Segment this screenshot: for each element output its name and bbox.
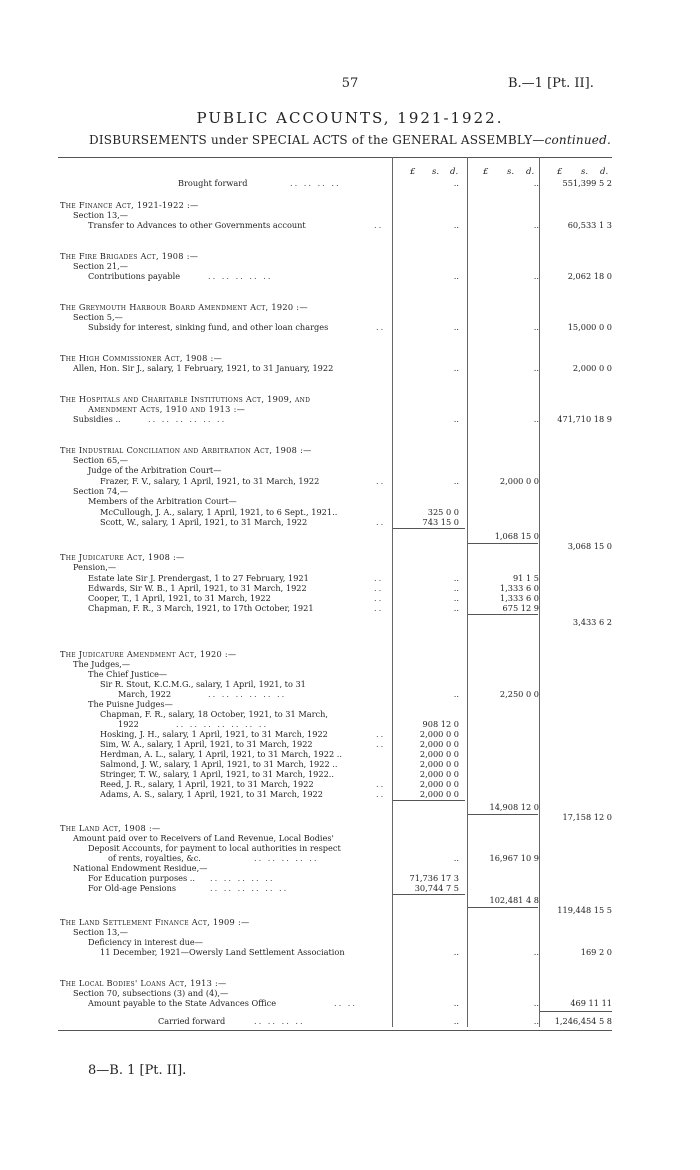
row-label: 11 December, 1921—Owersly Land Settlement Association: [100, 947, 345, 957]
total-col3: 3,068 15 0: [567, 541, 612, 551]
leader-dots: .. .. .. .. ..: [208, 271, 273, 281]
row-label: The Judges,—: [73, 659, 131, 669]
row-label: Chapman, F. R., 3 March, 1921, to 17th October, 1921: [88, 603, 314, 613]
table-row: [0, 997, 700, 1009]
leader-dots: ..: [376, 739, 386, 749]
row-label: Chapman, F. R., salary, 18 October, 1921, to 31 March,: [100, 709, 328, 719]
row-label: Section 74,—: [73, 486, 128, 496]
leader-dots: ..: [376, 779, 386, 789]
leader-dots: .. .. .. .. .. ..: [210, 883, 289, 893]
signature-mark: 8—B. 1 [Pt. II].: [88, 1063, 187, 1078]
amount-col1: ..: [453, 853, 459, 863]
amount-col2: ..: [533, 178, 539, 188]
row-label: Allen, Hon. Sir J., salary, 1 February, 1921, to 31 January, 1922: [73, 363, 334, 373]
amount-col3: 2,000 0 0: [572, 363, 612, 373]
table-top-rule: [58, 157, 612, 158]
table-row: [0, 1015, 700, 1027]
row-label: For Education purposes ..: [88, 873, 196, 883]
row-label: Sim, W. A., salary, 1 April, 1921, to 31 March, 1922: [100, 739, 313, 749]
page-subtitle: [0, 133, 700, 147]
leader-dots: ..: [374, 573, 384, 583]
leader-dots: .. .. .. .. ..: [210, 873, 275, 883]
col1-pound-head: £: [410, 167, 416, 177]
table-row: [0, 946, 700, 958]
amount-col3: 169 2 0: [580, 947, 612, 957]
amount-col1: ..: [453, 363, 459, 373]
amount-col2: 91 1 5: [512, 573, 539, 583]
amount-col1: ..: [453, 603, 459, 613]
row-label: The Chief Justice—: [88, 669, 168, 679]
row-label: Estate late Sir J. Prendergast, 1 to 27 February, 1921: [88, 573, 309, 583]
table-row: [0, 177, 700, 189]
row-label: Stringer, T. W., salary, 1 April, 1921, to 31 March, 1922..: [100, 769, 334, 779]
row-label: Section 5,—: [73, 312, 123, 322]
row-label: Section 13,—: [73, 210, 128, 220]
row-label: The Puisne Judges—: [88, 699, 173, 709]
amount-col1: ..: [453, 593, 459, 603]
amount-col2: ..: [533, 271, 539, 281]
amount-col1: ..: [453, 583, 459, 593]
act-heading: The Judicature Act, 1908 :—: [60, 552, 185, 562]
amount-col2: 675 12 9: [502, 603, 539, 613]
page-title: PUBLIC ACCOUNTS, 1921-1922.: [196, 109, 504, 127]
amount-col1: ..: [453, 322, 459, 332]
total-col3: 17,158 12 0: [562, 812, 612, 822]
amount-col1: ..: [453, 220, 459, 230]
amount-col1: ..: [453, 689, 459, 699]
table-row: [0, 882, 700, 894]
leader-dots: .. ..: [334, 998, 358, 1008]
amount-col1: ..: [453, 573, 459, 583]
row-label: McCullough, J. A., salary, 1 April, 1921, to 6 Sept., 1921..: [100, 507, 338, 517]
amount-col1: ..: [453, 178, 459, 188]
leader-dots: .. .. .. ..: [290, 178, 341, 188]
subtitle-continued: continued.: [544, 133, 611, 147]
leader-dots: ..: [376, 517, 386, 527]
leader-dots: .. .. .. .. .. ..: [148, 414, 227, 424]
amount-col2: ..: [533, 947, 539, 957]
col3-pound-head: £: [557, 167, 563, 177]
act-heading: The Finance Act, 1921-1922 :—: [60, 200, 199, 210]
amount-col1: ..: [453, 476, 459, 486]
row-label: National Endowment Residue,—: [73, 863, 208, 873]
row-label: Pension,—: [73, 562, 117, 572]
amount-col1: 2,000 0 0: [419, 769, 459, 779]
leader-dots: ..: [374, 220, 384, 230]
amount-col1: 71,736 17 3: [409, 873, 459, 883]
total-col3: 3,433 6 2: [572, 617, 612, 627]
amount-col1: 2,000 0 0: [419, 759, 459, 769]
leader-dots: .. .. .. ..: [254, 1016, 305, 1026]
amount-col2: 2,250 0 0: [499, 689, 539, 699]
amount-col2: 2,000 0 0: [499, 476, 539, 486]
col3-pence-head: d.: [600, 167, 609, 177]
amount-col2: 1,333 6 0: [499, 583, 539, 593]
amount-col1: 325 0 0: [427, 507, 459, 517]
row-label: Hosking, J. H., salary, 1 April, 1921, to 31 March, 1922: [100, 729, 328, 739]
row-label: Amount payable to the State Advances Office: [88, 998, 277, 1008]
amount-col1: ..: [453, 1016, 459, 1026]
table-row: [0, 413, 700, 425]
amount-col3: 551,399 5 2: [562, 178, 612, 188]
table-row: [0, 788, 700, 800]
table-row: [0, 602, 700, 614]
table-row: [0, 616, 700, 628]
amount-col2: ..: [533, 414, 539, 424]
row-label: Section 65,—: [73, 455, 128, 465]
act-heading: The Hospitals and Charitable Institutions Act, 1909, and: [60, 394, 311, 404]
amount-col1: 908 12 0: [422, 719, 459, 729]
col2-pound-head: £: [483, 167, 489, 177]
amount-col2: ..: [533, 363, 539, 373]
row-label: Deficiency in interest due—: [88, 937, 203, 947]
act-heading: The Greymouth Harbour Board Amendment Act, 1920 :—: [60, 302, 308, 312]
amount-col1: 30,744 7 5: [414, 883, 459, 893]
table-row: [0, 516, 700, 528]
amount-col3: 1,246,454 5 8: [554, 1016, 612, 1026]
row-label: Transfer to Advances to other Governments account: [88, 220, 306, 230]
row-label: Edwards, Sir W. B., 1 April, 1921, to 31 March, 1922: [88, 583, 307, 593]
row-label: Carried forward: [158, 1016, 226, 1026]
leader-dots: ..: [374, 603, 384, 613]
row-label: Sir R. Stout, K.C.M.G., salary, 1 April, 1921, to 31: [100, 679, 306, 689]
amount-col2: ..: [533, 1016, 539, 1026]
page-number: 57: [341, 76, 359, 91]
table-row: [0, 219, 700, 231]
document-reference: B.—1 [Pt. II].: [508, 76, 594, 91]
row-label: 1922: [118, 719, 139, 729]
row-label: Subsidies ..: [73, 414, 121, 424]
act-heading: The Land Act, 1908 :—: [60, 823, 161, 833]
subtotal-col2: 14,908 12 0: [489, 802, 539, 812]
col3-shilling-head: s.: [581, 167, 589, 177]
amount-col3: 15,000 0 0: [567, 322, 612, 332]
act-heading: The Judicature Amendment Act, 1920 :—: [60, 649, 237, 659]
amount-col1: 2,000 0 0: [419, 749, 459, 759]
amount-col1: 2,000 0 0: [419, 729, 459, 739]
carry-rule: [540, 1011, 612, 1012]
table-bottom-rule: [58, 1030, 612, 1031]
row-label: Subsidy for interest, sinking fund, and other loan charges: [88, 322, 329, 332]
act-heading: The High Commissioner Act, 1908 :—: [60, 353, 223, 363]
row-label: Section 21,—: [73, 261, 128, 271]
row-label: Section 70, subsections (3) and (4),—: [73, 988, 229, 998]
row-label: Frazer, F. V., salary, 1 April, 1921, to 31 March, 1922: [100, 476, 320, 486]
amount-col1: 2,000 0 0: [419, 739, 459, 749]
leader-dots: ..: [376, 789, 386, 799]
amount-col1: ..: [453, 414, 459, 424]
subtotal-rule: [468, 614, 538, 615]
row-label: Section 13,—: [73, 927, 128, 937]
leader-dots: ..: [376, 729, 386, 739]
amount-col1: ..: [453, 947, 459, 957]
row-label: Amount paid over to Receivers of Land Revenue, Local Bodies': [73, 833, 334, 843]
amount-col1: 743 15 0: [422, 517, 459, 527]
row-label: Cooper, T., 1 April, 1921, to 31 March, 1922: [88, 593, 271, 603]
amount-col3: 2,062 18 0: [567, 271, 612, 281]
row-label: Brought forward: [178, 178, 248, 188]
row-label: Contributions payable: [88, 271, 181, 281]
table-row: [0, 321, 700, 333]
act-heading: The Local Bodies' Loans Act, 1913 :—: [60, 978, 227, 988]
amount-col3: 471,710 18 9: [557, 414, 612, 424]
act-heading-cont: Amendment Acts, 1910 and 1913 :—: [88, 404, 246, 414]
act-heading: The Fire Brigades Act, 1908 :—: [60, 251, 199, 261]
row-label: Scott, W., salary, 1 April, 1921, to 31 March, 1922: [100, 517, 308, 527]
leader-dots: .. .. .. .. .. ..: [208, 689, 287, 699]
row-label: Judge of the Arbitration Court—: [88, 465, 222, 475]
leader-dots: ..: [374, 583, 384, 593]
row-label: of rents, royalties, &c.: [108, 853, 201, 863]
col2-shilling-head: s.: [507, 167, 515, 177]
leader-dots: .. .. .. .. ..: [254, 853, 319, 863]
row-label: March, 1922: [118, 689, 172, 699]
leader-dots: ..: [376, 322, 386, 332]
col2-pence-head: d.: [526, 167, 535, 177]
amount-col2: 1,333 6 0: [499, 593, 539, 603]
row-label: Deposit Accounts, for payment to local authorities in respect: [88, 843, 341, 853]
amount-col1: 2,000 0 0: [419, 789, 459, 799]
act-heading: The Land Settlement Finance Act, 1909 :—: [60, 917, 250, 927]
subtitle-main: DISBURSEMENTS under SPECIAL ACTS of the GENERAL ASSEMBLY—: [89, 133, 545, 147]
amount-col1: 2,000 0 0: [419, 779, 459, 789]
leader-dots: ..: [376, 476, 386, 486]
table-row: [0, 362, 700, 374]
amount-col2: ..: [533, 220, 539, 230]
row-label: Salmond, J. W., salary, 1 April, 1921, to 31 March, 1922 ..: [100, 759, 338, 769]
leader-dots: ..: [374, 593, 384, 603]
amount-col2: ..: [533, 998, 539, 1008]
amount-col2: ..: [533, 322, 539, 332]
amount-col1: ..: [453, 998, 459, 1008]
col1-pence-head: d.: [450, 167, 459, 177]
amount-col2: 16,967 10 9: [489, 853, 539, 863]
subtotal-col2: 102,481 4 8: [489, 895, 539, 905]
row-label: For Old-age Pensions: [88, 883, 177, 893]
act-heading: The Industrial Conciliation and Arbitration Act, 1908 :—: [60, 445, 312, 455]
row-label: Herdman, A. L., salary, 1 April, 1921, to 31 March, 1922 ..: [100, 749, 342, 759]
subtotal-rule: [393, 528, 465, 529]
subtotal-col2: 1,068 15 0: [494, 531, 539, 541]
total-col3: 119,448 15 5: [557, 905, 612, 915]
table-row: [0, 904, 700, 916]
row-label: Reed, J. R., salary, 1 April, 1921, to 31 March, 1922: [100, 779, 314, 789]
row-label: Adams, A. S., salary, 1 April, 1921, to 31 March, 1922: [100, 789, 323, 799]
table-row: [0, 270, 700, 282]
amount-col3: 60,533 1 3: [567, 220, 612, 230]
amount-col3: 469 11 11: [570, 998, 612, 1008]
col1-shilling-head: s.: [432, 167, 440, 177]
row-label: Members of the Arbitration Court—: [88, 496, 237, 506]
amount-col1: ..: [453, 271, 459, 281]
leader-dots: .. .. .. .. .. .. ..: [176, 719, 269, 729]
